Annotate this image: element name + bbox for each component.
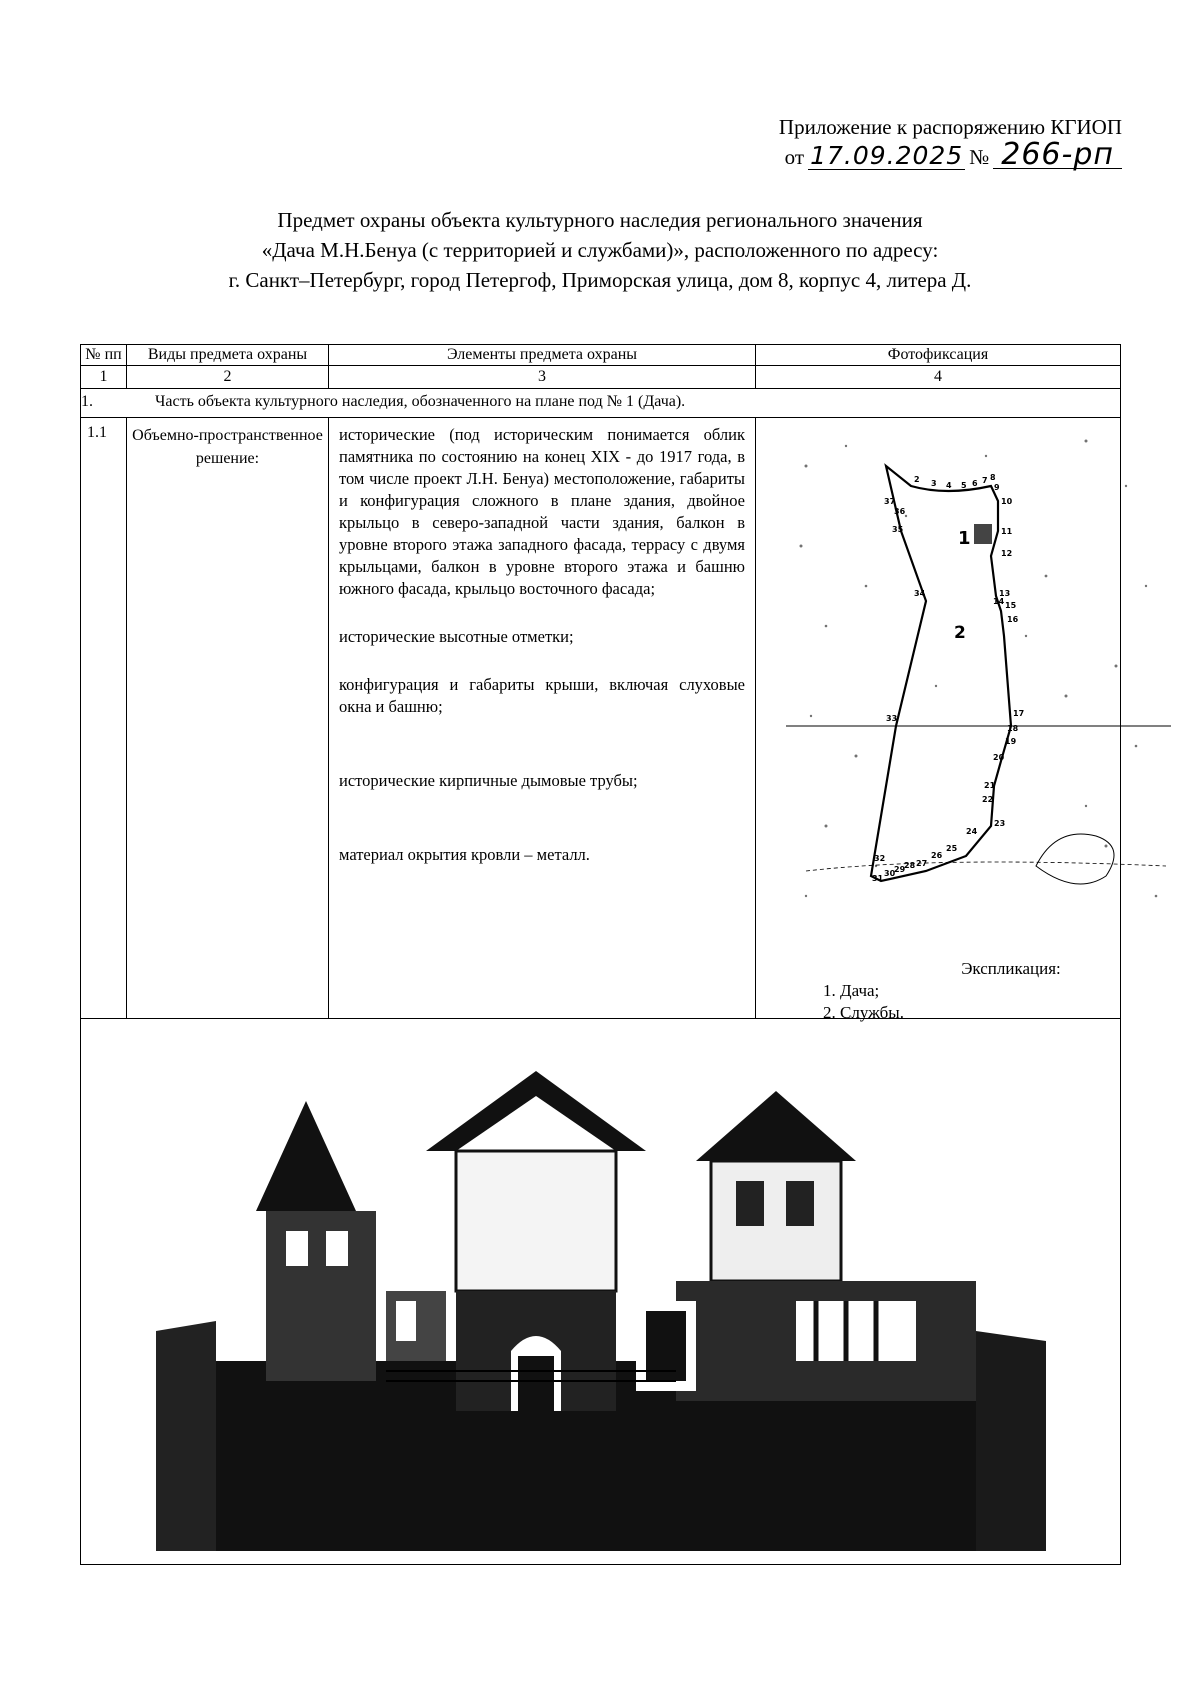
title-line-3: г. Санкт–Петербург, город Петергоф, Приморская улица, дом 8, корпус 4, литера Д.	[228, 268, 972, 292]
plan-point-34: 34	[914, 589, 926, 598]
row-kind: Объемно-пространственное решение:	[127, 418, 329, 1019]
list-item: 2. Службы.	[840, 1002, 1176, 1024]
appendix-date-number	[662, 137, 1122, 172]
appendix-line: Приложение к распоряжению КГИОП	[778, 115, 1122, 139]
header-photo: Фотофиксация	[756, 345, 1121, 366]
historic-building-photo	[156, 1031, 1046, 1551]
table-row	[81, 418, 1121, 1019]
appendix-header	[662, 112, 1122, 172]
plan-point-20: 20	[993, 753, 1005, 762]
photo-fixation-cell	[756, 418, 1121, 1022]
row-elements	[329, 418, 756, 1019]
plan-point-4: 4	[946, 481, 952, 490]
plan-point-6: 6	[972, 479, 978, 488]
element-item: материал окрытия кровли – металл.	[339, 845, 590, 864]
plan-point-8: 8	[990, 473, 996, 482]
plan-point-10: 10	[1001, 497, 1013, 506]
col-num-4: 4	[756, 366, 1121, 389]
header-number: № пп	[81, 345, 127, 366]
col-num-2: 2	[127, 366, 329, 389]
handwritten-number: 266-рп	[993, 142, 1122, 169]
plan-point-14: 14	[993, 597, 1005, 606]
element-item: конфигурация и габариты крыши, включая слуховые окна и башню;	[339, 675, 745, 716]
col-num-3: 3	[329, 366, 756, 389]
element-item: исторические кирпичные дымовые трубы;	[339, 771, 638, 790]
plan-point-7: 7	[982, 476, 988, 485]
site-plan-image	[786, 426, 1171, 926]
plan-point-13: 13	[999, 589, 1011, 598]
plan-point-23: 23	[994, 819, 1006, 828]
photo-row	[81, 1019, 1121, 1565]
list-item: 1. Дача;	[840, 980, 1176, 1002]
explication-list	[806, 980, 1176, 1024]
header-kinds: Виды предмета охраны	[127, 345, 329, 366]
plan-point-15: 15	[1005, 601, 1017, 610]
document-title	[80, 205, 1120, 295]
plan-point-31: 31	[872, 874, 884, 883]
plan-point-17: 17	[1013, 709, 1025, 718]
column-number-row	[81, 366, 1121, 389]
plan-point-35: 35	[892, 525, 904, 534]
section-text: Часть объекта культурного наследия, обозначенного на плане под № 1 (Дача).	[155, 393, 686, 410]
plan-point-24: 24	[966, 827, 978, 836]
section-row	[81, 389, 1121, 418]
plan-point-22: 22	[982, 795, 994, 804]
plan-point-21: 21	[984, 781, 996, 790]
plan-point-18: 18	[1007, 724, 1019, 733]
plan-point-37: 37	[884, 497, 896, 506]
plan-point-32: 32	[874, 854, 886, 863]
plan-point-9: 9	[994, 483, 1000, 492]
plan-point-2: 2	[914, 475, 920, 484]
section-number: 1.	[81, 393, 93, 410]
plan-point-26: 26	[931, 851, 943, 860]
handwritten-date: 17.09.2025	[810, 141, 964, 170]
table-header-row	[81, 345, 1121, 366]
section-cell	[81, 389, 1121, 418]
plan-point-36: 36	[894, 507, 906, 516]
plan-point-33: 33	[886, 714, 898, 723]
plan-point-29: 29	[894, 865, 906, 874]
plan-label-2: 2	[954, 623, 966, 643]
number-label: №	[969, 145, 990, 169]
plan-point-5: 5	[961, 481, 967, 490]
title-line-1: Предмет охраны объекта культурного наследия регионального значения	[277, 208, 923, 232]
element-item: исторические (под историческим понимается облик памятника по состоянию на конец XIX - до 1917 года, в том числе проект Л.Н. Бенуа) местоположение, габариты и конфигурация сложного в плане здания, двойное крыльцо в северо-западной части здания, балкон в уровне второго этажа западного фасада, террасу с двумя крыльцами, балкон в уровне второго этажа и башню южного фасада, крыльцо восточного фасада;	[339, 425, 745, 598]
explication	[806, 958, 1176, 1024]
header-elements: Элементы предмета охраны	[329, 345, 756, 366]
col-num-1: 1	[81, 366, 127, 389]
protection-subject-table	[80, 344, 1121, 1565]
from-label: от	[784, 145, 805, 169]
plan-label-1: 1	[958, 528, 971, 549]
explication-title: Экспликация:	[961, 959, 1061, 978]
element-item: исторические высотные отметки;	[339, 627, 574, 646]
plan-point-16: 16	[1007, 615, 1019, 624]
plan-point-25: 25	[946, 844, 958, 853]
plan-point-12: 12	[1001, 549, 1013, 558]
row-number: 1.1	[81, 418, 127, 1019]
plan-point-27: 27	[916, 859, 928, 868]
plan-point-30: 30	[884, 869, 896, 878]
photo-cell	[81, 1019, 1121, 1565]
plan-point-3: 3	[931, 479, 937, 488]
title-line-2: «Дача М.Н.Бенуа (с территорией и службами)», расположенного по адресу:	[261, 238, 939, 262]
plan-point-11: 11	[1001, 527, 1013, 536]
plan-point-28: 28	[904, 861, 916, 870]
plan-point-19: 19	[1005, 737, 1017, 746]
